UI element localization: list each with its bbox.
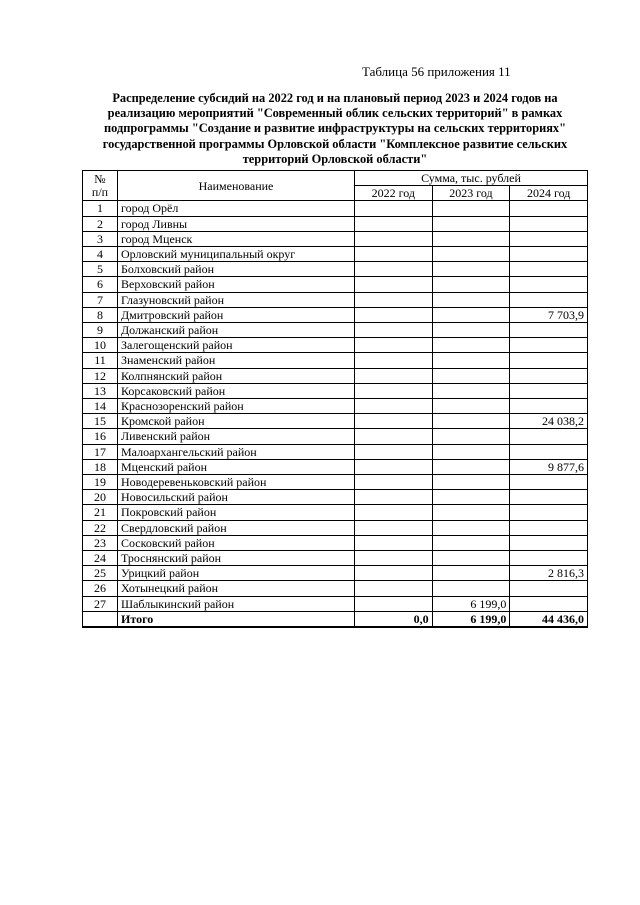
- row-name: Урицкий район: [118, 566, 355, 581]
- total-row: [83, 611, 588, 627]
- row-2023: [432, 551, 510, 566]
- row-name: Малоархангельский район: [118, 444, 355, 459]
- table-row: [83, 277, 588, 292]
- row-2023: [432, 323, 510, 338]
- header-sum: Сумма, тыс. рублей: [355, 171, 588, 186]
- table-row: [83, 368, 588, 383]
- row-2023: [432, 475, 510, 490]
- row-2022: [355, 551, 433, 566]
- row-2023: [432, 201, 510, 216]
- row-number: 4: [83, 247, 118, 262]
- table-row: [83, 444, 588, 459]
- subsidy-table: [82, 170, 588, 628]
- row-2022: [355, 429, 433, 444]
- row-2024: 9 877,6: [510, 459, 588, 474]
- table-row: [83, 596, 588, 611]
- row-name: Глазуновский район: [118, 292, 355, 307]
- row-2022: [355, 262, 433, 277]
- row-2023: [432, 399, 510, 414]
- row-name: Залегощенский район: [118, 338, 355, 353]
- table-row: [83, 307, 588, 322]
- row-2022: [355, 520, 433, 535]
- row-2024: [510, 581, 588, 596]
- row-2022: [355, 459, 433, 474]
- row-2024: [510, 505, 588, 520]
- row-2023: [432, 277, 510, 292]
- row-name: Корсаковский район: [118, 383, 355, 398]
- row-number: 11: [83, 353, 118, 368]
- row-2022: [355, 247, 433, 262]
- row-2022: [355, 505, 433, 520]
- row-name: Дмитровский район: [118, 307, 355, 322]
- row-2022: [355, 581, 433, 596]
- header-year-2023: 2023 год: [432, 186, 510, 201]
- row-2024: [510, 338, 588, 353]
- row-number: 5: [83, 262, 118, 277]
- row-name: Ливенский район: [118, 429, 355, 444]
- row-2022: [355, 444, 433, 459]
- row-name: Должанский район: [118, 323, 355, 338]
- row-number: 10: [83, 338, 118, 353]
- table-row: [83, 490, 588, 505]
- row-2024: [510, 399, 588, 414]
- row-2023: [432, 353, 510, 368]
- row-name: Кромской район: [118, 414, 355, 429]
- row-number: 18: [83, 459, 118, 474]
- row-2022: [355, 338, 433, 353]
- table-row: [83, 216, 588, 231]
- row-name: город Ливны: [118, 216, 355, 231]
- row-2022: [355, 353, 433, 368]
- table-row: [83, 429, 588, 444]
- row-number: 26: [83, 581, 118, 596]
- row-2023: [432, 231, 510, 246]
- total-2024: 44 436,0: [510, 611, 588, 627]
- row-2022: [355, 414, 433, 429]
- row-name: Новодеревеньковский район: [118, 475, 355, 490]
- table-row: [83, 323, 588, 338]
- row-2024: [510, 292, 588, 307]
- table-row: [83, 459, 588, 474]
- header-name: Наименование: [118, 171, 355, 201]
- row-2023: [432, 262, 510, 277]
- table-row: [83, 505, 588, 520]
- row-2024: [510, 353, 588, 368]
- row-2022: [355, 475, 433, 490]
- total-label: Итого: [118, 611, 355, 627]
- total-number-cell: [83, 611, 118, 627]
- row-2024: [510, 429, 588, 444]
- row-name: Колпнянский район: [118, 368, 355, 383]
- row-2023: [432, 505, 510, 520]
- row-2022: [355, 596, 433, 611]
- row-2024: [510, 216, 588, 231]
- row-2023: [432, 216, 510, 231]
- table-row: [83, 551, 588, 566]
- row-number: 20: [83, 490, 118, 505]
- row-number: 6: [83, 277, 118, 292]
- total-2023: 6 199,0: [432, 611, 510, 627]
- row-number: 22: [83, 520, 118, 535]
- row-2024: [510, 551, 588, 566]
- row-name: город Мценск: [118, 231, 355, 246]
- table-row: [83, 262, 588, 277]
- row-2023: [432, 566, 510, 581]
- row-2022: [355, 231, 433, 246]
- row-name: город Орёл: [118, 201, 355, 216]
- table-row: [83, 581, 588, 596]
- row-2022: [355, 277, 433, 292]
- row-2023: [432, 520, 510, 535]
- row-2023: [432, 292, 510, 307]
- row-2024: [510, 444, 588, 459]
- row-name: Краснозоренский район: [118, 399, 355, 414]
- header-number-line2: п/п: [91, 184, 109, 199]
- header-year-2024: 2024 год: [510, 186, 588, 201]
- row-number: 1: [83, 201, 118, 216]
- row-number: 25: [83, 566, 118, 581]
- row-2022: [355, 566, 433, 581]
- table-row: [83, 292, 588, 307]
- row-number: 23: [83, 535, 118, 550]
- row-number: 3: [83, 231, 118, 246]
- row-2024: 2 816,3: [510, 566, 588, 581]
- table-row: [83, 399, 588, 414]
- row-2024: [510, 323, 588, 338]
- row-number: 9: [83, 323, 118, 338]
- row-2024: [510, 262, 588, 277]
- header-year-2022: 2022 год: [355, 186, 433, 201]
- row-2024: [510, 231, 588, 246]
- row-name: Покровский район: [118, 505, 355, 520]
- row-2022: [355, 383, 433, 398]
- total-2022: 0,0: [355, 611, 433, 627]
- table-row: [83, 475, 588, 490]
- row-name: Новосильский район: [118, 490, 355, 505]
- row-number: 14: [83, 399, 118, 414]
- row-number: 12: [83, 368, 118, 383]
- row-2022: [355, 490, 433, 505]
- row-number: 2: [83, 216, 118, 231]
- table-row: [83, 353, 588, 368]
- row-2023: 6 199,0: [432, 596, 510, 611]
- table-row: [83, 535, 588, 550]
- row-2024: [510, 475, 588, 490]
- table-row: [83, 414, 588, 429]
- row-2023: [432, 414, 510, 429]
- row-2023: [432, 444, 510, 459]
- row-name: Знаменский район: [118, 353, 355, 368]
- row-2022: [355, 307, 433, 322]
- table-row: [83, 566, 588, 581]
- row-2024: [510, 277, 588, 292]
- row-2022: [355, 323, 433, 338]
- table-body: [83, 201, 588, 611]
- row-2022: [355, 399, 433, 414]
- header-number: [83, 171, 118, 201]
- table-row: [83, 231, 588, 246]
- row-name: Шаблыкинский район: [118, 596, 355, 611]
- row-2023: [432, 429, 510, 444]
- row-name: Орловский муниципальный округ: [118, 247, 355, 262]
- row-number: 17: [83, 444, 118, 459]
- row-name: Верховский район: [118, 277, 355, 292]
- row-2024: 24 038,2: [510, 414, 588, 429]
- row-2023: [432, 307, 510, 322]
- row-name: Сосковский район: [118, 535, 355, 550]
- row-2023: [432, 535, 510, 550]
- table-row: [83, 338, 588, 353]
- table-row: [83, 247, 588, 262]
- row-2024: 7 703,9: [510, 307, 588, 322]
- row-name: Хотынецкий район: [118, 581, 355, 596]
- row-2024: [510, 535, 588, 550]
- row-2024: [510, 520, 588, 535]
- row-2023: [432, 459, 510, 474]
- row-name: Болховский район: [118, 262, 355, 277]
- row-number: 16: [83, 429, 118, 444]
- row-2022: [355, 216, 433, 231]
- row-number: 8: [83, 307, 118, 322]
- row-2023: [432, 247, 510, 262]
- row-2023: [432, 383, 510, 398]
- row-name: Свердловский район: [118, 520, 355, 535]
- row-2023: [432, 368, 510, 383]
- row-number: 15: [83, 414, 118, 429]
- row-2022: [355, 201, 433, 216]
- row-number: 24: [83, 551, 118, 566]
- row-2024: [510, 368, 588, 383]
- table-row: [83, 520, 588, 535]
- row-2023: [432, 581, 510, 596]
- row-number: 19: [83, 475, 118, 490]
- table-row: [83, 383, 588, 398]
- row-2022: [355, 535, 433, 550]
- row-2024: [510, 201, 588, 216]
- row-2022: [355, 368, 433, 383]
- table-row: [83, 201, 588, 216]
- row-name: Мценский район: [118, 459, 355, 474]
- row-number: 13: [83, 383, 118, 398]
- row-number: 7: [83, 292, 118, 307]
- document-heading: Распределение субсидий на 2022 год и на плановый период 2023 и 2024 годов на реализацию мероприятий "Современный облик сельских территорий" в рамках подпрограммы "Создание и развитие инфраструктуры на сельских территориях" государственной программы Орловской области "Комплексное развитие сельских территорий Орловской области": [102, 91, 568, 166]
- row-name: Троснянский район: [118, 551, 355, 566]
- row-2024: [510, 596, 588, 611]
- row-2023: [432, 338, 510, 353]
- table-caption: Таблица 56 приложения 11: [362, 64, 511, 79]
- row-2023: [432, 490, 510, 505]
- header-number-line1: №: [94, 171, 106, 186]
- row-2024: [510, 247, 588, 262]
- row-2024: [510, 490, 588, 505]
- row-number: 21: [83, 505, 118, 520]
- row-2024: [510, 383, 588, 398]
- row-number: 27: [83, 596, 118, 611]
- row-2022: [355, 292, 433, 307]
